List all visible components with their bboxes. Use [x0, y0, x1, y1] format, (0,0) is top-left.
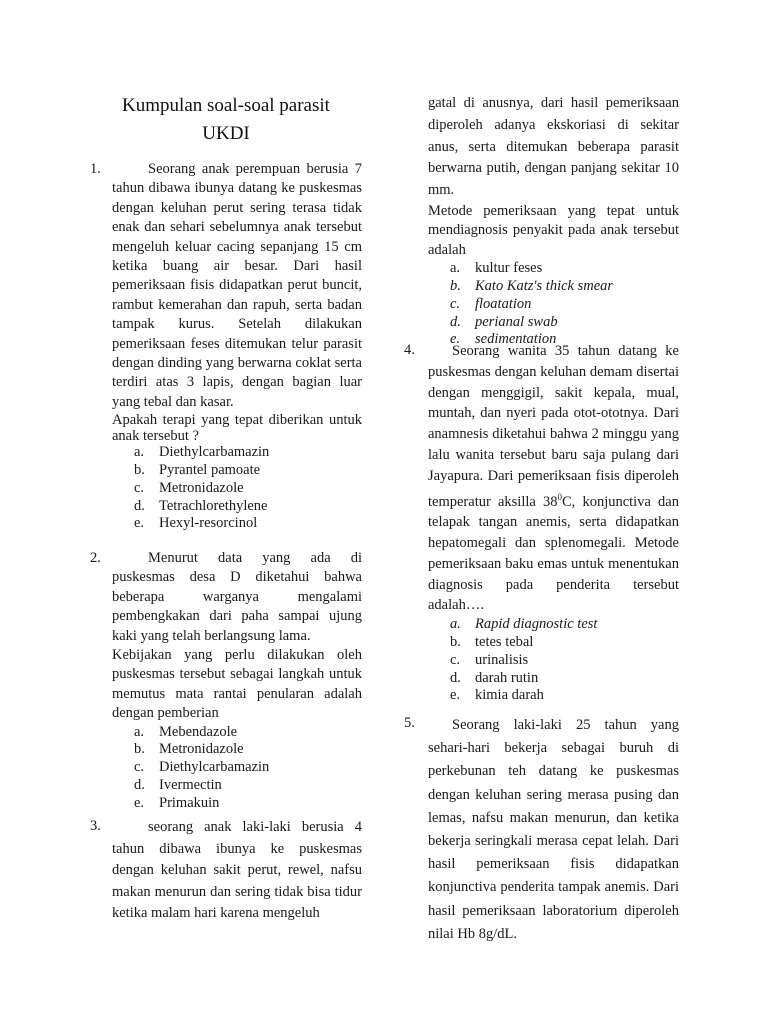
option-d[interactable]: d. perianal swab [450, 313, 558, 330]
option-c[interactable]: c. urinalisis [450, 651, 529, 668]
question-stem: Seorang laki-laki 25 tahun yang sehari-hari bekerja sebagai buruh di perkebunan teh datang ke puskesmas dengan keluhan sering merasa pusing dan lemas, nafsu makan menurun, dan ketika bekerja seringkali merasa cepat lelah. Dari hasil pemeriksaan fisis didapatkan konjunctiva penderita tampak anemis. Dari hasil pemeriksaan laboratorium diperoleh nilai Hb 8g/dL. [428, 717, 679, 942]
option-b[interactable]: b. Metronidazole [134, 741, 244, 758]
option-c[interactable]: c. Metronidazole [134, 479, 244, 496]
question-ask: Apakah terapi yang tepat diberikan untuk anak tersebut ? [112, 412, 362, 445]
option-e[interactable]: e. kimia darah [450, 687, 544, 704]
option-b[interactable]: b. Pyrantel pamoate [134, 462, 261, 479]
option-e[interactable]: e. Hexyl-resorcinol [134, 515, 258, 532]
question-stem: seorang anak laki-laki berusia 4 tahun dibawa ibunya ke puskesmas dengan keluhan sakit perut, rewel, nafsu makan menurun dan sering tidak bisa tidur ketika malam hari karena mengeluh [112, 819, 362, 922]
question-number: 2. [90, 550, 101, 566]
option-d[interactable]: d. Ivermectin [134, 777, 222, 794]
question-number: 1. [90, 161, 101, 177]
question-stem: Seorang wanita 35 tahun datang ke puskesmas dengan keluhan demam disertai dengan menggigil, sakit kepala, mual, muntah, dan nyeri pada otot-ototnya. Dari anamnesis diketahui bahwa 2 minggu yang lalu wanita tersebut baru saja pulang dari Jayapura. Dari pemeriksaan fisis diperoleh temperatur aksilla $38^0C$, konjunctiva dan telapak tangan anemis, serta didapatkan hepatomegali dan splenomegali. Metode pemeriksaan baku emas untuk menentukan diagnosis pada penderita tersebut adalah…. [428, 343, 679, 614]
option-a[interactable]: a. Mebendazole [134, 723, 238, 740]
option-a[interactable]: a. kultur feses [450, 260, 543, 277]
question-number: 4. [404, 342, 415, 358]
answer-options [406, 260, 679, 349]
option-d[interactable]: d. Tetrachlorethylene [134, 497, 268, 514]
option-e[interactable]: e. sedimentation [450, 331, 557, 348]
option-a[interactable]: a. Diethylcarbamazin [134, 444, 270, 461]
answer-options [406, 616, 679, 705]
question-5 [404, 714, 679, 946]
answer-options [90, 444, 362, 533]
question-ask: Kebijakan yang perlu dilakukan oleh puskesmas tersebut sebagai langkah untuk memutus mata rantai penularan adalah dengan pemberian [112, 647, 362, 722]
question-stem: Seorang anak perempuan berusia 7 tahun dibawa ibunya datang ke puskesmas dengan keluhan perut sering terasa tidak enak dan sehari sebelumnya anak tersebut mengeluh keluar cacing sepanjang 15 cm ketika buang air besar. Dari hasil pemeriksaan fisis didapatkan perut buncit, rambut kemerahan dan rapuh, serta badan tampak kurus. Setelah dilakukan pemeriksaan feses ditemukan telur parasit dengan dinding yang berwarna coklat serta terdiri atas 3 lapis, dengan bagian luar yang tebal dan kasar. [112, 161, 362, 410]
option-b[interactable]: b. tetes tebal [450, 633, 534, 650]
question-number: 5. [404, 715, 415, 731]
question-ask: Metode pemeriksaan yang tepat untuk mendiagnosis penyakit pada anak tersebut adalah [428, 202, 679, 258]
option-e[interactable]: e. Primakuin [134, 794, 220, 811]
question-3 [90, 817, 362, 925]
option-a[interactable]: a. Rapid diagnostic test [450, 616, 598, 633]
question-4 [404, 341, 679, 705]
option-d[interactable]: d. darah rutin [450, 669, 539, 686]
question-2 [90, 549, 362, 813]
option-c[interactable]: c. Diethylcarbamazin [134, 759, 270, 776]
question-stem: Menurut data yang ada di puskesmas desa D diketahui bahwa beberapa warganya mengalami pembengkakan dari paha sampai ujung kaki yang telah berlangsung lama. [112, 550, 362, 644]
page-title: Kumpulan soal-soal parasit UKDI [122, 95, 330, 144]
question-1 [90, 160, 362, 533]
question-number: 3. [90, 818, 101, 834]
option-b[interactable]: b. Kato Katz's thick smear [450, 278, 614, 294]
answer-options [90, 724, 362, 813]
option-c[interactable]: c. floatation [450, 295, 532, 312]
question-3-continued [428, 93, 679, 349]
question-stem-continued: gatal di anusnya, dari hasil pemeriksaan diperoleh adanya ekskoriasi di sekitar anus, serta ditemukan beberapa parasit berwarna putih, dengan panjang sekitar 10 mm. [428, 95, 679, 199]
